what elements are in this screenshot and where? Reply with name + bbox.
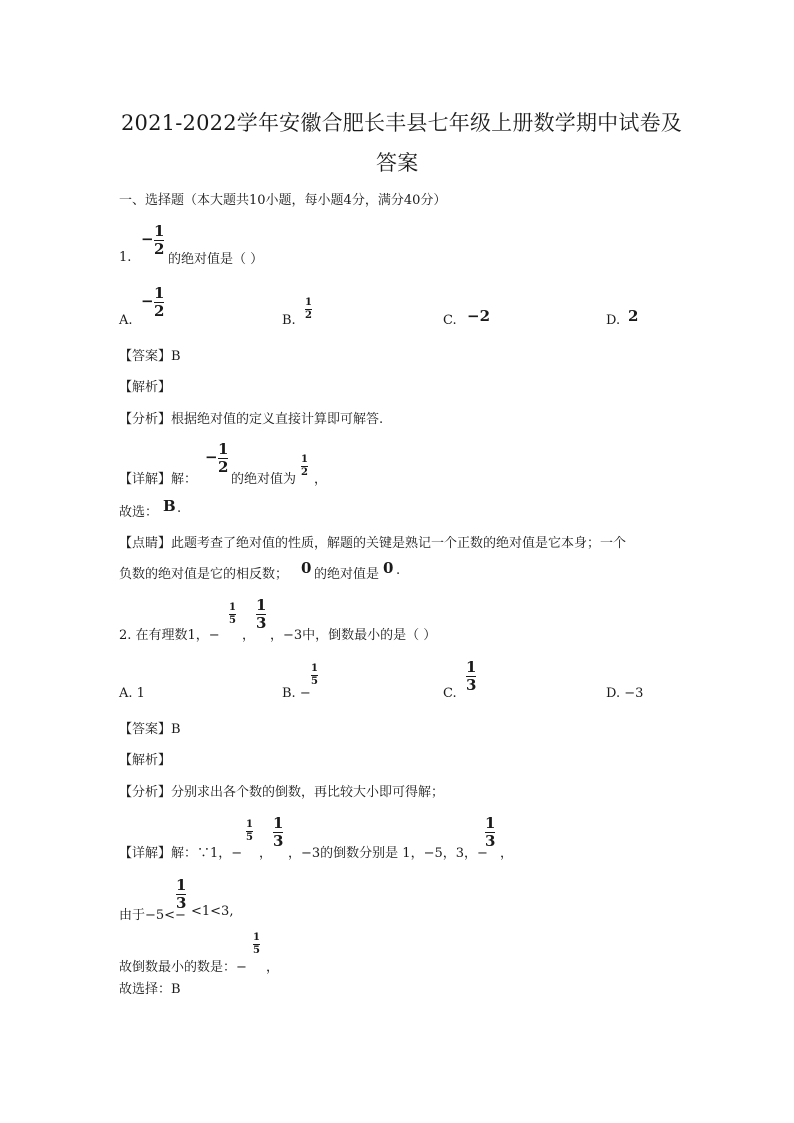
q2-smallest-frac-den: 5 [253,945,260,956]
q1-option-b-fraction [305,298,312,321]
q2-stem-comma: ， [242,628,256,643]
q2-option-b-fraction [311,664,318,687]
q2-stem-frac5-den: 5 [229,615,236,626]
q2-detail-frac3b-den: 3 [485,832,496,850]
q2-option-a: A. 1 [119,686,145,701]
q2-detail-frac3-den: 3 [273,832,284,850]
q2-stem-fraction-3 [256,598,266,631]
q1-dianjing-line2a: 负数的绝对值是它的相反数； [119,567,289,582]
q2-fenxi: 【分析】分别求出各个数的倒数，再比较大小即可得解； [119,785,445,800]
q2-detail-comma: ， [259,846,273,861]
q1-fenxi: 【分析】根据绝对值的定义直接计算即可解答. [119,412,384,427]
q2-opt-c-num: 1 [466,658,477,676]
q2-since-fraction [176,878,186,911]
q2-since-suffix: <1<3, [191,904,234,919]
q1-opt-a-den: 2 [154,302,165,320]
q1-opt-b-num: 1 [305,297,312,308]
q2-opt-b-den: 5 [311,676,318,687]
q1-answer: 【答案】B [119,349,181,364]
q1-detail-res-num: 1 [301,454,308,465]
q2-detail-frac5-num: 1 [246,819,253,830]
q1-stem-frac-den: 2 [154,240,165,258]
q1-stem-fraction [154,224,164,257]
q2-detail-frac3-num: 1 [273,814,284,832]
q1-detail-prefix: 【详解】解： [119,472,198,487]
q1-detail-end: ， [314,472,328,487]
q1-dianjing-line1: 【点睛】此题考查了绝对值的性质，解题的关键是熟记一个正数的绝对值是它本身；一个 [119,536,627,551]
q1-option-a-label: A. [119,313,133,328]
q1-option-d-value: 2 [628,307,639,325]
q2-since-prefix: 由于−5<− [119,908,186,923]
q2-detail-frac3b-num: 1 [485,814,496,832]
q1-option-a-minus: − [141,292,154,310]
q2-since-frac-num: 1 [176,876,187,894]
q2-since-frac-den: 3 [176,894,187,912]
q2-detail-fraction-3b [485,816,495,849]
q1-dianjing-zero1: 0 [301,559,312,577]
q1-detail-frac-den: 2 [218,458,229,476]
q1-detail-frac-num: 1 [218,440,229,458]
q1-detail-result-fraction [301,455,308,478]
q1-detail-mid: 的绝对值为 [231,472,297,487]
section-heading: 一、选择题（本大题共10小题，每小题4分，满分40分） [119,193,447,208]
q1-option-c-value: −2 [467,307,491,325]
q1-detail-minus: − [205,448,218,466]
q2-smallest-frac-num: 1 [253,932,260,943]
q1-option-d-label: D. [606,313,621,328]
q2-answer: 【答案】B [119,722,181,737]
q2-detail-frac5-den: 5 [246,832,253,843]
q1-stem-minus: − [141,230,154,248]
q2-opt-b-num: 1 [311,663,318,674]
q2-analysis-heading: 【解析】 [119,753,172,768]
page-title-line1: 2021-2022学年安徽合肥长丰县七年级上册数学期中试卷及 [121,111,682,135]
q2-detail-fraction-3 [273,816,283,849]
q2-smallest-fraction [253,933,260,956]
page-title-line2: 答案 [376,151,419,175]
q2-option-c-label: C. [443,686,457,701]
q2-detail-end: ， [500,846,514,861]
q2-choose: 故选择：B [119,982,181,997]
q1-choose-end: . [177,501,182,516]
q1-opt-a-num: 1 [154,284,165,302]
q2-detail-mid: ，−3的倒数分别是 1，−5，3，− [288,846,488,861]
q1-analysis-heading: 【解析】 [119,380,172,395]
q1-option-c-label: C. [443,313,457,328]
q1-detail-res-den: 2 [301,467,308,478]
q2-stem-frac5-num: 1 [229,602,236,613]
q1-option-b-label: B. [282,313,296,328]
q2-detail-prefix: 【详解】解：∵1，− [119,846,243,861]
q2-option-c-fraction [466,660,476,693]
q1-option-a-fraction [154,286,164,319]
q1-stem-frac-num: 1 [154,222,165,240]
q1-stem-text: 的绝对值是（ ） [168,252,264,267]
q1-dianjing-line2c: . [396,563,401,578]
q2-stem-fraction-5 [229,603,236,626]
q1-dianjing-zero2: 0 [383,559,394,577]
q2-smallest-prefix: 故倒数最小的数是：− [119,960,247,975]
q1-opt-b-den: 2 [305,310,312,321]
q2-stem-prefix: 2. 在有理数1，− [119,628,220,643]
q2-option-b-label: B. − [282,686,311,701]
q1-detail-fraction [218,442,228,475]
q1-choose-value: B [163,497,176,515]
q1-choose-prefix: 故选： [119,505,159,520]
q2-smallest-end: ， [266,960,280,975]
q2-opt-c-den: 3 [466,676,477,694]
q2-option-d: D. −3 [606,686,644,701]
q1-dianjing-line2b: 的绝对值是 [314,567,380,582]
q2-stem-frac3-num: 1 [256,596,267,614]
q2-stem-frac3-den: 3 [256,614,267,632]
q1-number: 1. [119,250,132,265]
q2-stem-suffix: ，−3中，倒数最小的是（ ） [270,628,437,643]
q2-detail-fraction-5 [246,820,253,843]
